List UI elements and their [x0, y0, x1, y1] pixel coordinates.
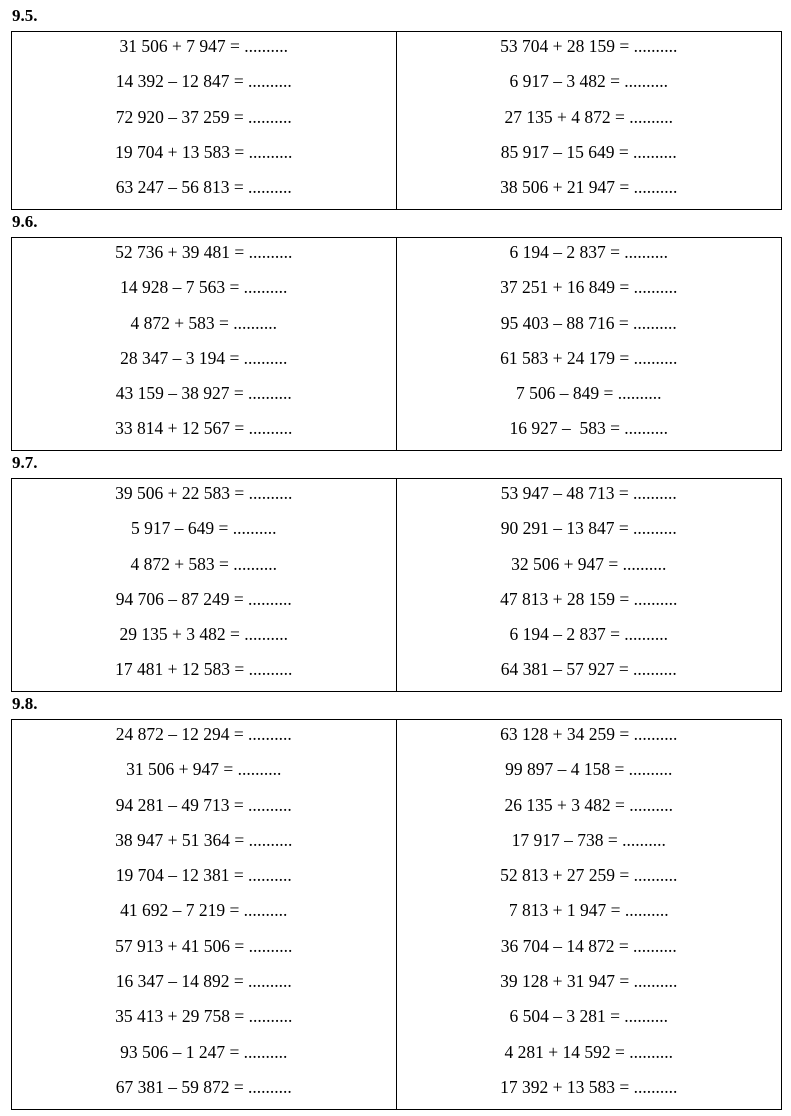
exercise-row: 38 506 + 21 947 = .......... [500, 177, 678, 198]
exercise-row: 61 583 + 24 179 = .......... [500, 347, 678, 368]
right-column [397, 238, 782, 450]
exercise-row: 17 917 – 738 = .......... [511, 829, 666, 850]
exercise-row: 31 506 + 947 = .......... [126, 759, 282, 780]
exercise-row: 19 704 + 13 583 = .......... [115, 141, 293, 162]
exercise-row: 7 813 + 1 947 = .......... [508, 900, 669, 921]
exercise-row: 63 247 – 56 813 = .......... [115, 177, 292, 198]
exercise-box-9-6 [11, 237, 782, 451]
right-column [397, 720, 782, 1109]
exercise-row: 6 917 – 3 482 = .......... [509, 71, 669, 92]
left-column [12, 32, 397, 209]
exercise-row: 29 135 + 3 482 = .......... [119, 624, 288, 645]
exercise-row: 4 872 + 583 = .......... [130, 553, 278, 574]
exercise-row: 4 281 + 14 592 = .......... [504, 1041, 673, 1062]
exercise-row: 17 481 + 12 583 = .......... [115, 659, 293, 680]
exercise-row: 14 392 – 12 847 = .......... [115, 71, 292, 92]
right-column [397, 479, 782, 691]
exercise-box-9-5 [11, 31, 782, 210]
exercise-row: 31 506 + 7 947 = .......... [119, 36, 288, 56]
exercise-row: 37 251 + 16 849 = .......... [500, 277, 678, 298]
left-column [12, 238, 397, 450]
exercise-row: 27 135 + 4 872 = .......... [504, 106, 673, 127]
left-column [12, 720, 397, 1109]
exercise-row: 94 706 – 87 249 = .......... [115, 588, 292, 609]
exercise-row: 57 913 + 41 506 = .......... [115, 935, 293, 956]
exercise-row: 7 506 – 849 = .......... [516, 383, 662, 404]
exercise-row: 64 381 – 57 927 = .......... [500, 659, 677, 680]
exercise-row: 24 872 – 12 294 = .......... [115, 724, 292, 744]
exercise-row: 6 194 – 2 837 = .......... [509, 242, 669, 262]
left-column [12, 479, 397, 691]
exercise-row: 47 813 + 28 159 = .......... [500, 588, 678, 609]
exercise-box-9-7 [11, 478, 782, 692]
exercise-row: 93 506 – 1 247 = .......... [120, 1041, 288, 1062]
section-title-9-5: 9.5. [12, 6, 38, 25]
exercise-row: 4 872 + 583 = .......... [130, 312, 278, 333]
exercise-row: 43 159 – 38 927 = .......... [115, 383, 292, 404]
exercise-row: 52 736 + 39 481 = .......... [115, 242, 293, 262]
exercise-row: 39 128 + 31 947 = .......... [500, 971, 678, 992]
exercise-row: 39 506 + 22 583 = .......... [115, 483, 293, 503]
exercise-row: 67 381 – 59 872 = .......... [115, 1076, 292, 1097]
exercise-row: 38 947 + 51 364 = .......... [115, 829, 293, 850]
exercise-row: 63 128 + 34 259 = .......... [500, 724, 678, 744]
exercise-row: 32 506 + 947 = .......... [511, 553, 667, 574]
exercise-row: 6 504 – 3 281 = .......... [509, 1006, 669, 1027]
section-title-9-6: 9.6. [12, 212, 38, 231]
exercise-box-9-8 [11, 719, 782, 1110]
section-title-9-7: 9.7. [12, 453, 38, 472]
right-column [397, 32, 782, 209]
exercise-row: 41 692 – 7 219 = .......... [120, 900, 288, 921]
exercise-row: 5 917 – 649 = .......... [131, 518, 277, 539]
exercise-row: 6 194 – 2 837 = .......... [509, 624, 669, 645]
exercise-row: 94 281 – 49 713 = .......... [115, 794, 292, 815]
exercise-row: 85 917 – 15 649 = .......... [500, 141, 677, 162]
exercise-row: 90 291 – 13 847 = .......... [500, 518, 677, 539]
exercise-row: 14 928 – 7 563 = .......... [120, 277, 288, 298]
exercise-row: 19 704 – 12 381 = .......... [115, 865, 292, 886]
exercise-row: 95 403 – 88 716 = .......... [500, 312, 677, 333]
exercise-row: 33 814 + 12 567 = .......... [115, 418, 293, 439]
exercise-row: 17 392 + 13 583 = .......... [500, 1076, 678, 1097]
exercise-row: 35 413 + 29 758 = .......... [115, 1006, 293, 1027]
exercise-row: 16 347 – 14 892 = .......... [115, 971, 292, 992]
exercise-row: 36 704 – 14 872 = .......... [500, 935, 677, 956]
exercise-row: 72 920 – 37 259 = .......... [115, 106, 292, 127]
exercise-row: 53 947 – 48 713 = .......... [500, 483, 677, 503]
exercise-row: 53 704 + 28 159 = .......... [500, 36, 678, 56]
exercise-row: 16 927 – 583 = .......... [509, 418, 669, 439]
exercise-row: 52 813 + 27 259 = .......... [500, 865, 678, 886]
exercise-row: 99 897 – 4 158 = .......... [505, 759, 673, 780]
exercise-row: 26 135 + 3 482 = .......... [504, 794, 673, 815]
exercise-row: 28 347 – 3 194 = .......... [120, 347, 288, 368]
section-title-9-8: 9.8. [12, 694, 38, 713]
